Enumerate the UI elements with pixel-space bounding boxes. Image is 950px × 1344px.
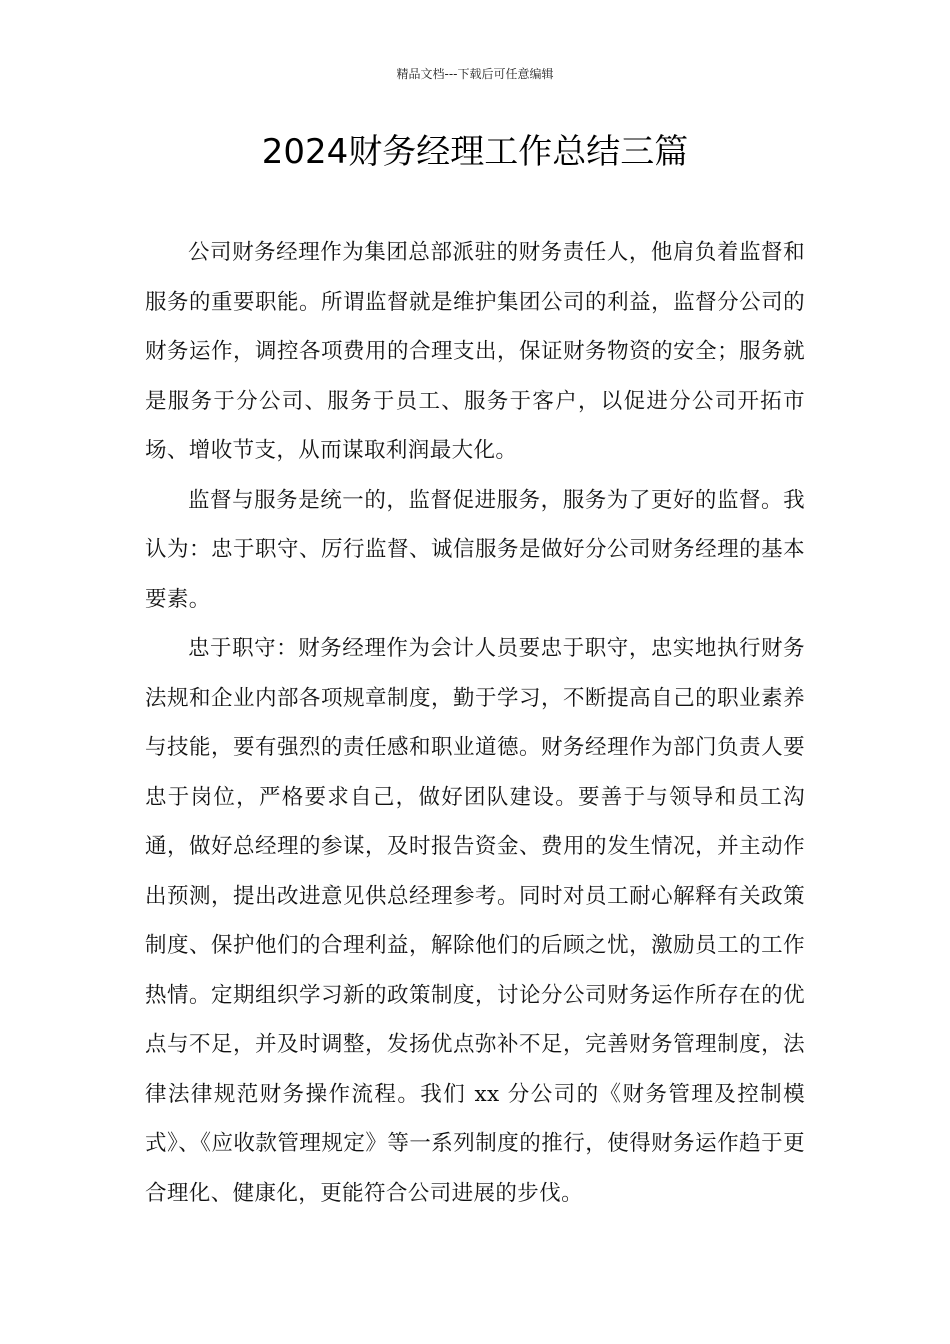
paragraph-1: 公司财务经理作为集团总部派驻的财务责任人，他肩负着监督和服务的重要职能。所谓监督就是维护集团公司的利益，监督分公司的财务运作，调控各项费用的合理支出，保证财务物资的安全；服务就是服务于分公司、服务于员工、服务于客户，以促进分公司开拓市场、增收节支，从而谋取利润最大化。 <box>145 240 805 463</box>
header-note: 精品文档---下载后可任意编辑 <box>396 67 554 81</box>
paragraph-2: 监督与服务是统一的，监督促进服务，服务为了更好的监督。我认为：忠于职守、厉行监督、诚信服务是做好分公司财务经理的基本要素。 <box>145 487 805 612</box>
document-body <box>145 228 805 1218</box>
document-title: 2024财务经理工作总结三篇 <box>261 132 689 172</box>
paragraph-3: 忠于职守：财务经理作为会计人员要忠于职守，忠实地执行财务法规和企业内部各项规章制度，勤于学习，不断提高自己的职业素养与技能，要有强烈的责任感和职业道德。财务经理作为部门负责人要忠于岗位，严格要求自己，做好团队建设。要善于与领导和员工沟通，做好总经理的参谋，及时报告资金、费用的发生情况，并主动作出预测，提出改进意见供总经理参考。同时对员工耐心解释有关政策制度、保护他们的合理利益，解除他们的后顾之忧，激励员工的工作热情。定期组织学习新的政策制度，讨论分公司财务运作所存在的优点与不足，并及时调整，发扬优点弥补不足，完善财务管理制度，法律法律规范财务操作流程。我们 xx 分公司的《财务管理及控制模式》、《应收款管理规定》等一系列制度的推行，使得财务运作趋于更合理化、健康化，更能符合公司进展的步伐。 <box>145 636 805 1206</box>
